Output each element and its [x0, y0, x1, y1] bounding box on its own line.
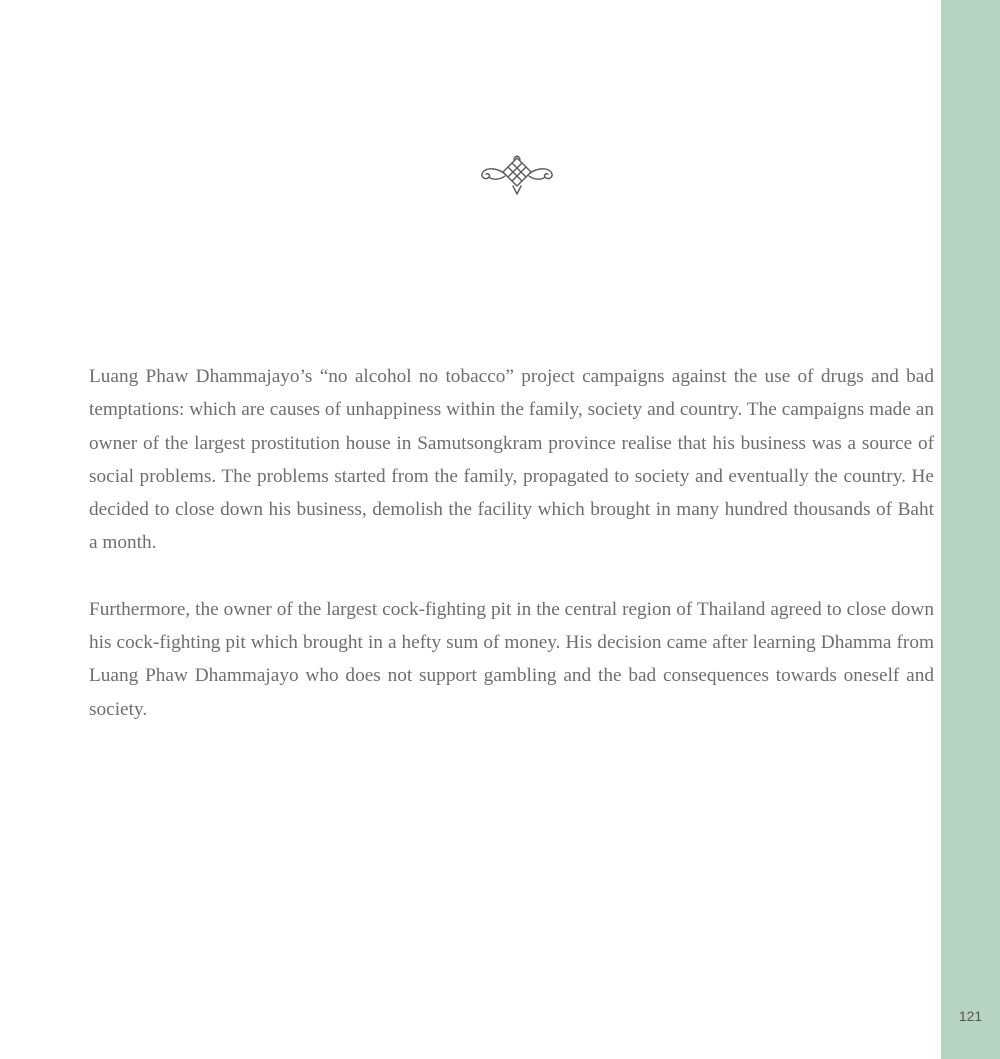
endless-knot-ornament-icon	[478, 154, 556, 198]
paragraph-1: Luang Phaw Dhammajayo’s “no alcohol no tobacco” project campaigns against the use of drugs and bad temptations: which are causes of unhappiness within the family, society and country. The campaigns made an owner of the largest prostitution house in Samutsongkram province realise that his business was a source of social problems. The problems started from the family, propagated to society and eventually the country. He decided to close down his business, demolish the facility which brought in many hundred thousands of Baht a month.	[89, 366, 934, 554]
page-number: 121	[958, 1008, 983, 1024]
body-text	[89, 360, 934, 726]
side-color-band	[941, 0, 1000, 1059]
paragraph-2: Furthermore, the owner of the largest cock-fighting pit in the central region of Thailand agreed to close down his cock-fighting pit which brought in a hefty sum of money. His decision came after learning Dhamma from Luang Phaw Dhammajayo who does not support gambling and the bad consequences towards oneself and society.	[89, 598, 934, 720]
